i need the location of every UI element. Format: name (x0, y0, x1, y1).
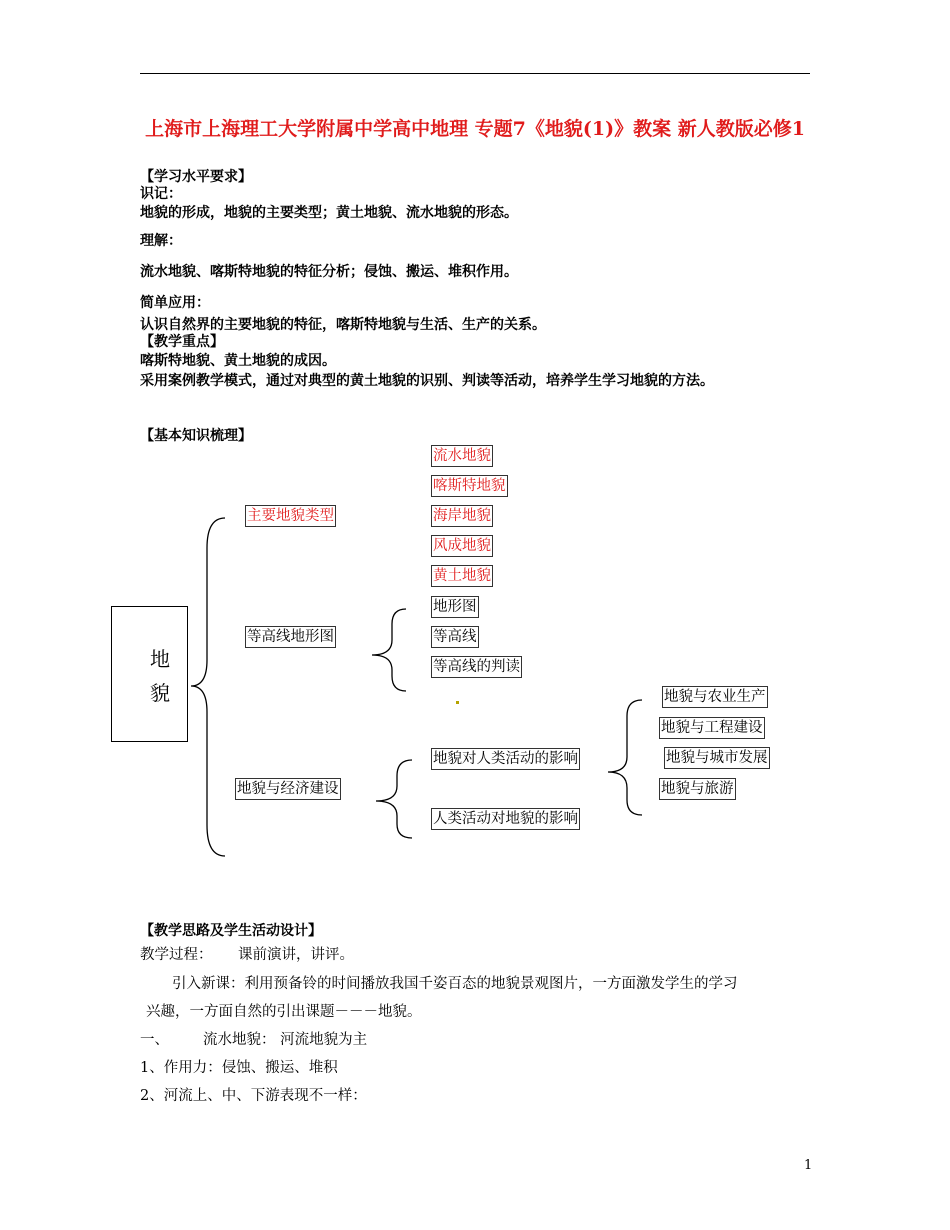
apply-text: 认识自然界的主要地貌的特征，喀斯特地貌与生活、生产的关系。 (140, 317, 546, 333)
item-one-number: 一、 (140, 1032, 169, 1048)
root-char-2: 貌 (150, 681, 170, 705)
impact-tourism: 地貌与旅游 (659, 778, 736, 800)
impact-urban: 地貌与城市发展 (664, 747, 770, 769)
process-label: 教学过程： (140, 947, 213, 963)
understand-label: 理解： (140, 233, 182, 249)
understand-text: 流水地貌、喀斯特地貌的特征分析；侵蚀、搬运、堆积作用。 (140, 264, 518, 280)
human-impact-on-landform: 人类活动对地貌的影响 (431, 808, 580, 830)
process-text: 课前演讲，讲评。 (238, 947, 354, 963)
impact-brace (608, 700, 642, 815)
intro-line-2: 兴趣，一方面自然的引出课题－－－地貌。 (146, 1004, 422, 1020)
remember-label: 识记： (140, 186, 182, 202)
root-box (111, 606, 188, 742)
contour-lines: 等高线 (431, 626, 479, 648)
root-char-1: 地 (150, 647, 170, 671)
type-loess: 黄土地貌 (431, 565, 493, 587)
document-title: 上海市上海理工大学附属中学高中地理 专题7《地貌(1)》教案 新人教版必修1 (145, 118, 805, 140)
page-number: 1 (804, 1158, 813, 1173)
focus-header: 【教学重点】 (140, 334, 224, 350)
contour-brace (372, 609, 406, 691)
impact-engineering: 地貌与工程建设 (659, 717, 765, 739)
item-2: 2、河流上、中、下游表现不一样： (140, 1088, 367, 1104)
item-one-text: 流水地貌： 河流地貌为主 (203, 1032, 368, 1048)
impact-agriculture: 地貌与农业生产 (662, 686, 768, 708)
contour-reading: 等高线的判读 (431, 656, 522, 678)
type-coastal: 海岸地貌 (431, 505, 493, 527)
contour-topographic-map: 地形图 (431, 596, 479, 618)
branch-contour-map: 等高线地形图 (245, 626, 336, 648)
landform-impact-on-human: 地貌对人类活动的影响 (431, 748, 580, 770)
branch-main-types: 主要地貌类型 (245, 505, 336, 527)
branch-economy: 地貌与经济建设 (235, 778, 341, 800)
teaching-header: 【教学思路及学生活动设计】 (140, 923, 322, 939)
type-aeolian: 风成地貌 (431, 535, 493, 557)
item-1: 1、作用力：侵蚀、搬运、堆积 (140, 1060, 338, 1076)
type-fluvial: 流水地貌 (431, 445, 493, 467)
main-brace (191, 518, 225, 856)
focus-text-1: 喀斯特地貌、黄土地貌的成因。 (140, 353, 336, 369)
remember-text: 地貌的形成，地貌的主要类型；黄土地貌、流水地貌的形态。 (140, 205, 518, 221)
level-requirements-header: 【学习水平要求】 (140, 169, 252, 185)
apply-label: 简单应用： (140, 295, 210, 311)
stray-mark (456, 701, 459, 704)
economy-brace (376, 760, 412, 838)
intro-line-1: 引入新课：利用预备铃的时间播放我国千姿百态的地貌景观图片，一方面激发学生的学习 (172, 976, 738, 992)
type-karst: 喀斯特地貌 (431, 475, 508, 497)
knowledge-header: 【基本知识梳理】 (140, 428, 252, 444)
focus-text-2: 采用案例教学模式，通过对典型的黄土地貌的识别、判读等活动，培养学生学习地貌的方法。 (140, 373, 714, 389)
